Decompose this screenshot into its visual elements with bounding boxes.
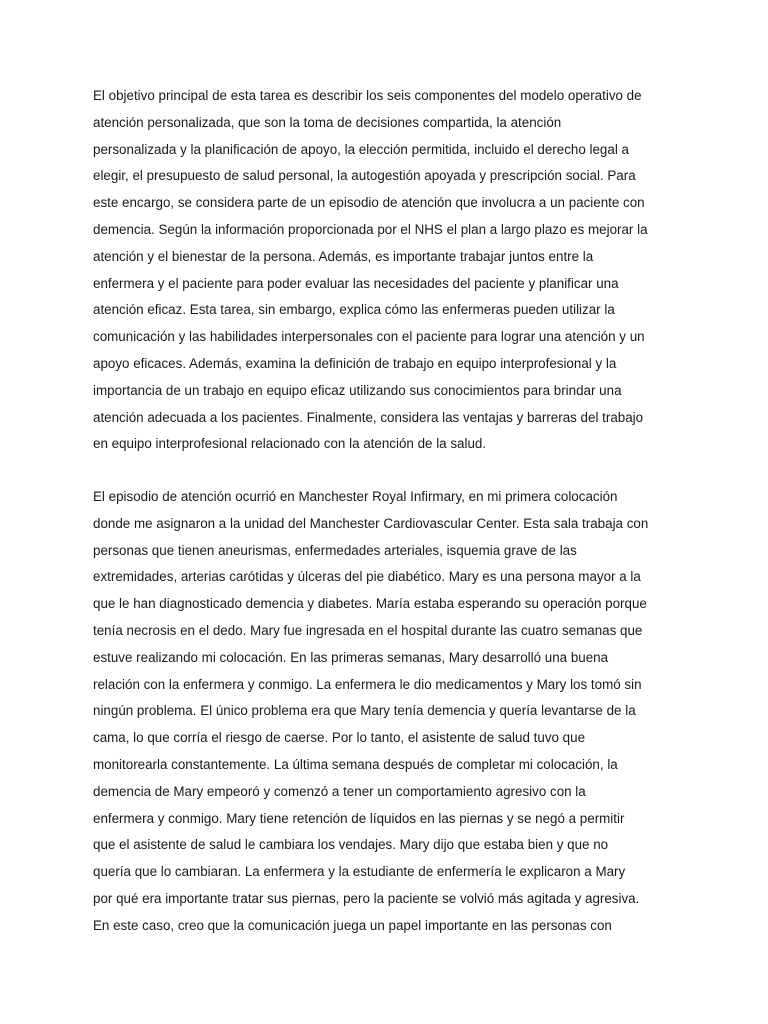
text-line: que le han diagnosticado demencia y diabetes. María estaba esperando su operación porque bbox=[93, 596, 647, 612]
text-line: ningún problema. El único problema era que Mary tenía demencia y quería levantarse de la bbox=[93, 703, 636, 719]
text-line: personas que tienen aneurismas, enfermedades arteriales, isquemia grave de las bbox=[93, 542, 577, 558]
text-line: donde me asignaron a la unidad del Manchester Cardiovascular Center. Esta sala trabaja con bbox=[93, 515, 649, 531]
paragraph-1 bbox=[93, 83, 693, 458]
text-line: enfermera y conmigo. Mary tiene retención de líquidos en las piernas y se negó a permitir bbox=[93, 810, 625, 826]
text-line: extremidades, arterias carótidas y úlceras del pie diabético. Mary es una persona mayor a la bbox=[93, 569, 641, 585]
text-line: relación con la enfermera y conmigo. La enfermera le dio medicamentos y Mary los tomó sin bbox=[93, 676, 642, 692]
text-line: importancia de un trabajo en equipo eficaz utilizando sus conocimientos para brindar una bbox=[93, 382, 622, 398]
text-line: apoyo eficaces. Además, examina la definición de trabajo en equipo interprofesional y la bbox=[93, 355, 617, 371]
text-line: demencia. Según la información proporcionada por el NHS el plan a largo plazo es mejorar la bbox=[93, 221, 648, 237]
text-line: demencia de Mary empeoró y comenzó a tener un comportamiento agresivo con la bbox=[93, 783, 586, 799]
text-line: El episodio de atención ocurrió en Manchester Royal Infirmary, en mi primera colocación bbox=[93, 489, 618, 504]
text-line: en equipo interprofesional relacionado con la atención de la salud. bbox=[93, 436, 487, 452]
text-line: atención eficaz. Esta tarea, sin embargo, explica cómo las enfermeras pueden utilizar la bbox=[93, 302, 615, 318]
text-line: atención adecuada a los pacientes. Finalmente, considera las ventajas y barreras del trabajo bbox=[93, 409, 644, 425]
text-line: tenía necrosis en el dedo. Mary fue ingresada en el hospital durante las cuatro semanas que bbox=[93, 622, 643, 638]
text-line: monitorearla constantemente. La última semana después de completar mi colocación, la bbox=[93, 756, 618, 772]
text-line: enfermera y el paciente para poder evaluar las necesidades del paciente y planificar una bbox=[93, 275, 619, 291]
text-line: que el asistente de salud le cambiara los vendajes. Mary dijo que estaba bien y que no bbox=[93, 837, 609, 853]
text-line: atención personalizada, que son la toma de decisiones compartida, la atención bbox=[93, 114, 562, 130]
text-line: este encargo, se considera parte de un episodio de atención que involucra a un paciente con bbox=[93, 195, 645, 211]
text-line: quería que lo cambiaran. La enfermera y la estudiante de enfermería le explicaron a Mary bbox=[93, 864, 626, 880]
text-line: personalizada y la planificación de apoyo, la elección permitida, incluido el derecho legal a bbox=[93, 141, 629, 157]
text-line: atención y el bienestar de la persona. Además, es importante trabajar juntos entre la bbox=[93, 248, 594, 264]
text-line: cama, lo que corría el riesgo de caerse. Por lo tanto, el asistente de salud tuvo que bbox=[93, 730, 586, 746]
text-line: elegir, el presupuesto de salud personal, la autogestión apoyada y prescripción social. Para bbox=[93, 168, 636, 184]
text-line: estuve realizando mi colocación. En las primeras semanas, Mary desarrolló una buena bbox=[93, 649, 609, 665]
text-line: El objetivo principal de esta tarea es describir los seis componentes del modelo operativo de bbox=[93, 88, 642, 103]
text-line: comunicación y las habilidades interpersonales con el paciente para lograr una atención y un bbox=[93, 329, 645, 345]
text-line: por qué era importante tratar sus piernas, pero la paciente se volvió más agitada y agresiva. bbox=[93, 890, 640, 906]
text-line: En este caso, creo que la comunicación juega un papel importante en las personas con bbox=[93, 917, 612, 933]
paragraph-2 bbox=[93, 484, 693, 940]
